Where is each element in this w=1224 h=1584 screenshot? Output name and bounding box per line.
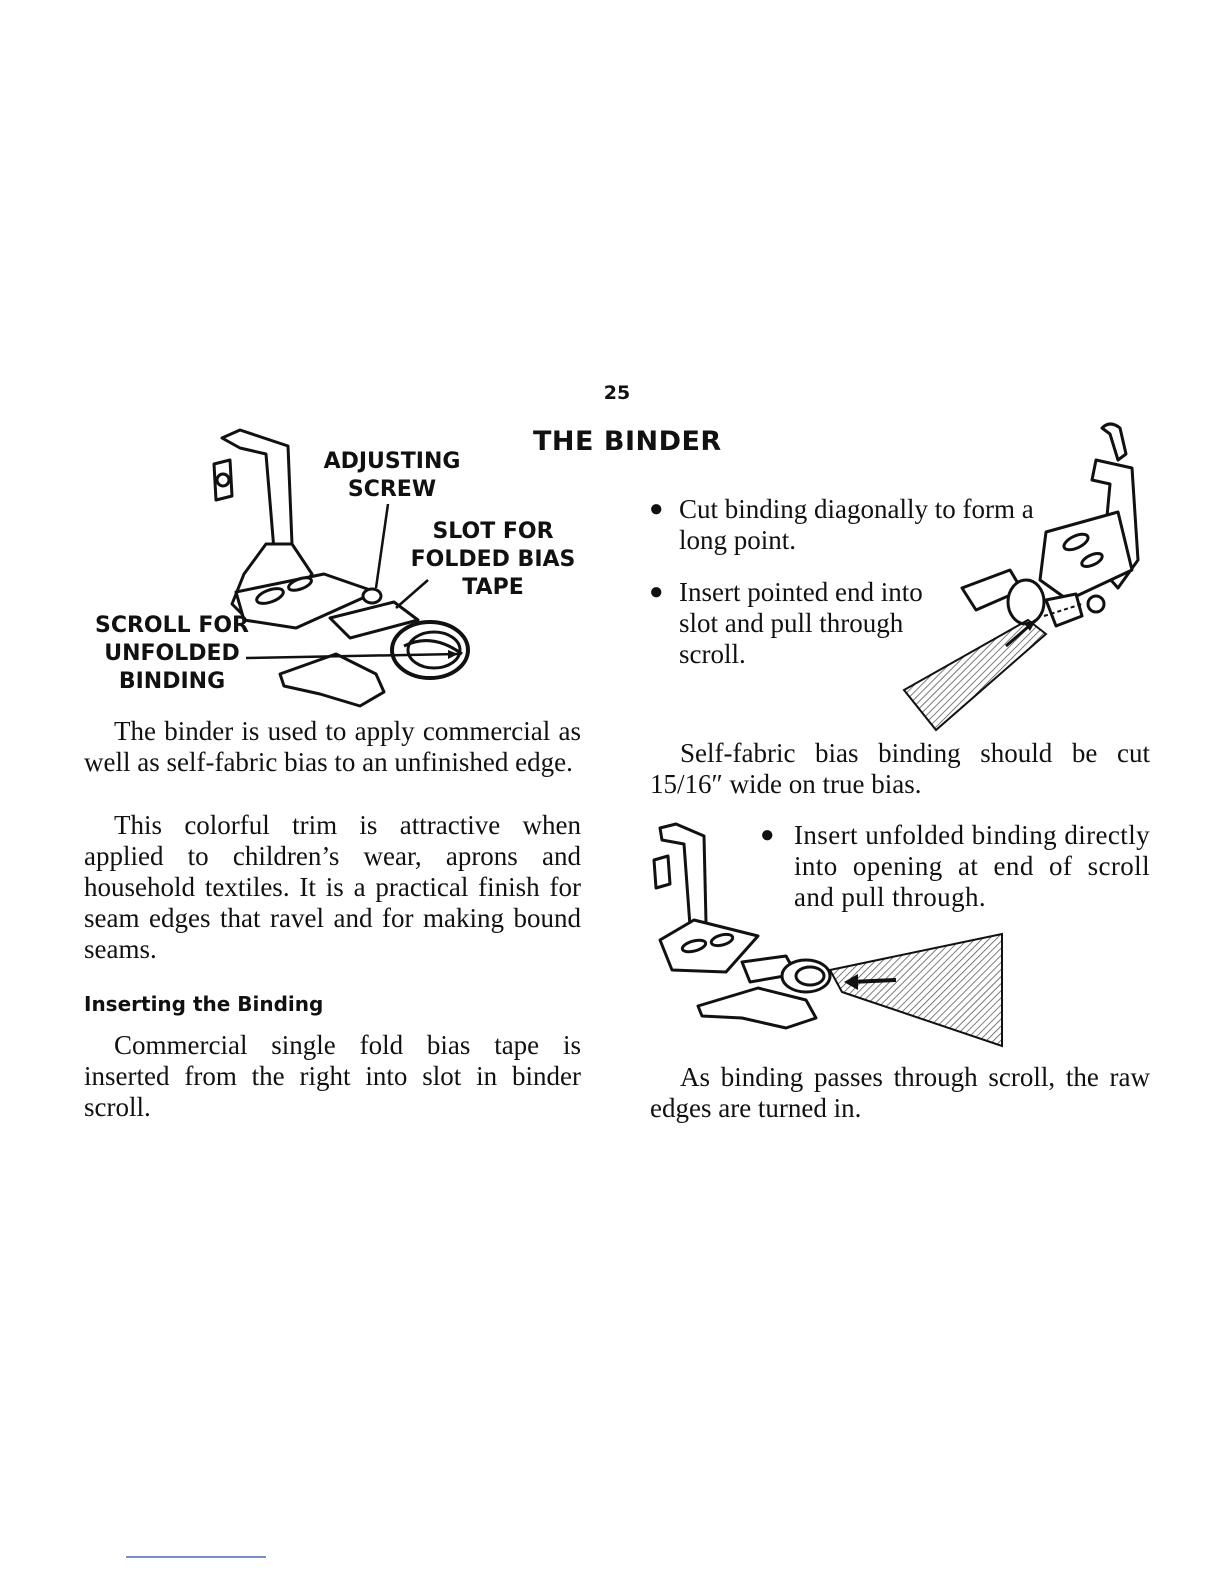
callout-adjusting-screw: ADJUSTING SCREW: [323, 449, 461, 502]
bullet-insert-pointed-end: ● Insert pointed end into slot and pull through scroll.: [649, 577, 923, 669]
bullet-icon: ●: [649, 579, 664, 605]
commercial-tape-paragraph: Commercial single fold bias tape is inserted from the right into slot in binder scroll.: [84, 1030, 581, 1122]
callout-scroll-for-unfolded-binding: SCROLL FOR UNFOLDED BINDING: [95, 613, 249, 694]
raw-edges-paragraph: As binding passes through scroll, the raw edges are turned in.: [650, 1062, 1150, 1123]
callout-slot-for-folded-bias-tape: SLOT FOR FOLDED BIAS TAPE: [410, 519, 576, 600]
bullet-insert-unfolded-binding: ● Insert unfolded binding directly into opening at end of scroll and pull through.: [760, 820, 1150, 912]
page-number: 25: [603, 382, 631, 404]
footer-divider: [126, 1556, 266, 1558]
section-heading: Inserting the Binding: [84, 992, 324, 1016]
intro-paragraph: The binder is used to apply commercial as well as self-fabric bias to an unfinished edge.: [84, 716, 581, 777]
self-fabric-paragraph: Self-fabric bias binding should be cut 15/16″ wide on true bias.: [650, 738, 1150, 799]
uses-paragraph: This colorful trim is attractive when applied to children’s wear, aprons and household textiles. It is a practical finish for seam edges that ravel and for making bound seams.: [84, 810, 581, 964]
bullet-cut-binding: ● Cut binding diagonally to form a long point.: [649, 494, 1034, 555]
binder-pointed-binding-illustration: [896, 420, 1156, 732]
bullet-icon: ●: [760, 822, 775, 848]
page-title: THE BINDER: [533, 426, 722, 457]
bullet-icon: ●: [649, 496, 664, 522]
